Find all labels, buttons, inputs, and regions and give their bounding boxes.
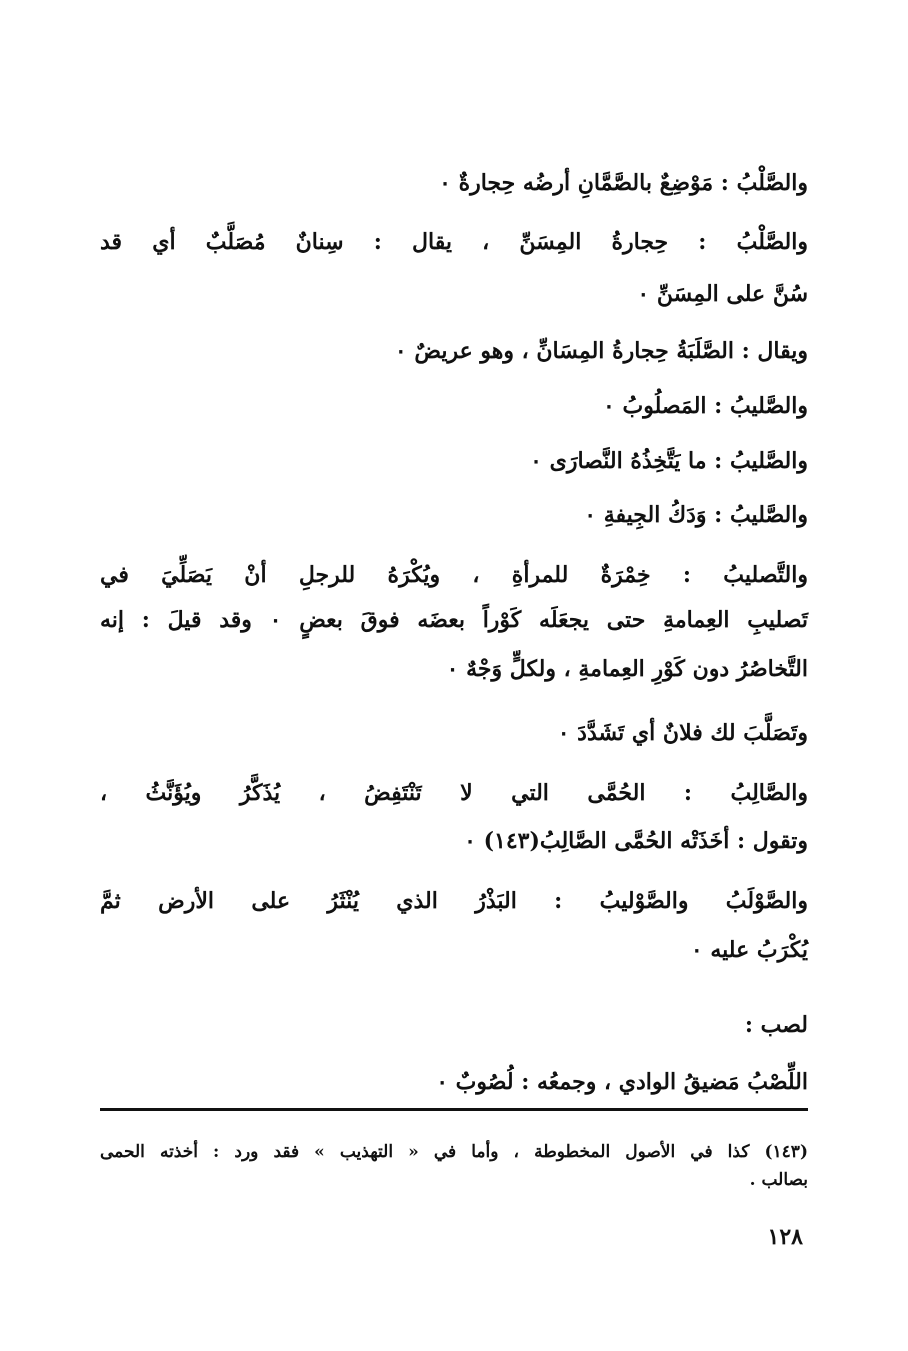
entry-line: والصَّلْبُ : مَوْضِعٌ بالصَّمَّانِ أرضُه حِجارةٌ ٠	[439, 170, 808, 196]
entry-line: والصَّليبُ : ما يَتَّخِذُهُ النَّصارَى ٠	[530, 448, 808, 474]
entry-line: اللِّصْبُ مَضيقُ الوادي ، وجمعُه : لُصُوبٌ ٠	[436, 1069, 808, 1095]
entry-line: والصَّالِبُ : الحُمَّى التي لا تَنْتَفِضُ ، يُذَكَّرُ ويُؤَنَّثُ ،	[100, 780, 808, 806]
entry-line: وتقول : أخَذَتْه الحُمَّى الصَّالِبُ(١٤٣) ٠	[464, 828, 808, 854]
entry-line: والصَّلْبُ : حِجارةُ المِسَنِّ ، يقال : سِنانٌ مُصَلَّبٌ أي قد	[100, 229, 808, 255]
entry-line: سُنَّ على المِسَنِّ ٠	[637, 281, 808, 307]
section-heading: لصب :	[744, 1012, 808, 1038]
entry-line: وتَصَلَّبَ لك فلانٌ أي تَشَدَّدَ ٠	[557, 720, 808, 746]
footnote-line: بصالب .	[749, 1170, 808, 1190]
entry-line: تَصليبِ العِمامةِ حتى يجعَلَه كَوْراً بعضَه فوقَ بعضٍ ٠ وقد قيلَ : إنه	[100, 607, 808, 633]
footnote-line: (١٤٣) كذا في الأصول المخطوطة ، وأما في « التهذيب » فقد ورد : أخذته الحمى	[100, 1142, 808, 1162]
entry-line: والتَّصليبُ : خِمْرَةٌ للمرأةِ ، ويُكْرَهُ للرجلِ أنْ يَصَلِّيَ في	[100, 562, 808, 588]
entry-line: التَّخاصُرُ دون كَوْرِ العِمامةِ ، ولكلٍّ وَجْهٌ ٠	[446, 656, 808, 682]
footnote-divider	[100, 1108, 808, 1111]
page-number: ١٢٨	[767, 1224, 803, 1250]
entry-line: والصَّليبُ : المَصلُوبُ ٠	[603, 393, 808, 419]
entry-line: والصَّوْلَبُ والصَّوْليبُ : البَذْرُ الذي يُنْثَرُ على الأرض ثمَّ	[100, 888, 808, 914]
entry-line: يُكْرَبُ عليه ٠	[690, 937, 808, 963]
entry-line: ويقال : الصَّلَبَةُ حِجارةُ المِسَانِّ ، وهو عريضٌ ٠	[394, 338, 808, 364]
entry-line: والصَّليبُ : وَدَكُ الجِيفةِ ٠	[584, 502, 808, 528]
